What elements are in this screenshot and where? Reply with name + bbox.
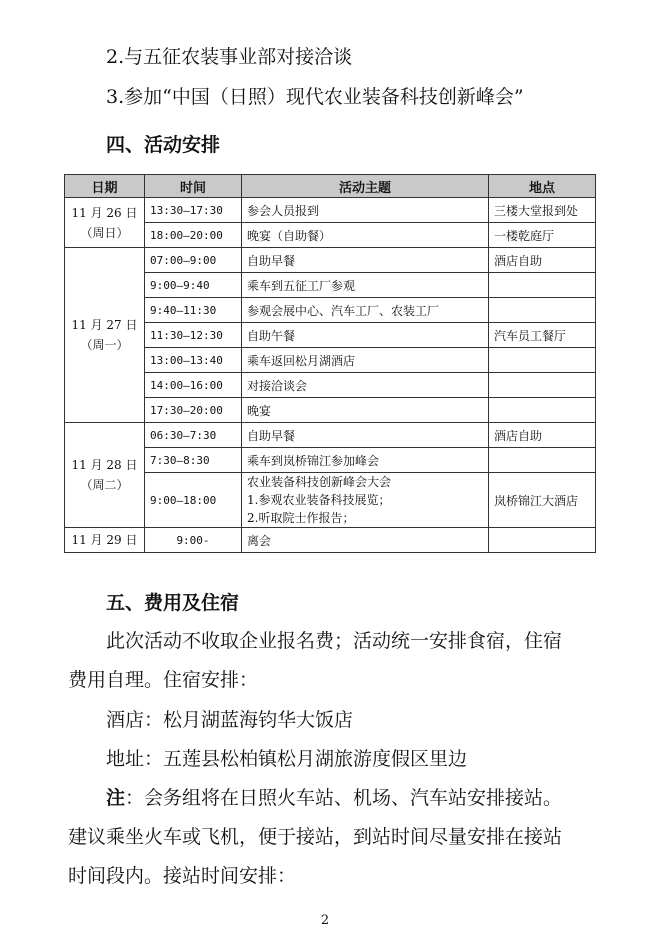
header-time: 时间 xyxy=(145,175,242,198)
topic-cell: 乘车到五征工厂参观 xyxy=(242,273,489,298)
table-row xyxy=(65,373,596,398)
location-cell: 酒店自助 xyxy=(489,423,596,448)
paragraph-line: 建议乘坐火车或飞机，便于接站，到站时间尽量安排在接站 xyxy=(68,826,563,848)
topic-cell: 乘车返回松月湖酒店 xyxy=(242,348,489,373)
date-label: 11 月 29 日 xyxy=(71,533,138,547)
topic-cell: 自助早餐 xyxy=(242,423,489,448)
time-cell: 17:30—20:00 xyxy=(145,398,242,423)
time-cell: 9:00- xyxy=(145,528,242,553)
topic-cell: 离会 xyxy=(242,528,489,553)
topic-cell: 参会人员报到 xyxy=(242,198,489,223)
paragraph-line: 此次活动不收取企业报名费；活动统一安排食宿，住宿 xyxy=(106,630,563,652)
date-cell-day3 xyxy=(65,423,145,528)
location-cell: 岚桥锦江大酒店 xyxy=(489,473,596,528)
topic-line: 农业装备科技创新峰会大会 xyxy=(247,475,392,489)
date-cell-day1 xyxy=(65,198,145,248)
header-location: 地点 xyxy=(489,175,596,198)
weekday-label: （周二） xyxy=(80,478,129,492)
location-cell xyxy=(489,398,596,423)
topic-cell: 晚宴（自助餐） xyxy=(242,223,489,248)
location-cell: 三楼大堂报到处 xyxy=(489,198,596,223)
paragraph-line: 时间段内。接站时间安排： xyxy=(68,865,297,887)
header-topic: 活动主题 xyxy=(242,175,489,198)
table-row xyxy=(65,398,596,423)
date-label: 11 月 28 日 xyxy=(71,458,138,472)
table-row xyxy=(65,323,596,348)
table-row xyxy=(65,528,596,553)
date-cell-day4 xyxy=(65,528,145,553)
location-cell xyxy=(489,348,596,373)
list-item-3: 3.参加“中国（日照）现代农业装备科技创新峰会” xyxy=(106,86,524,108)
section-5-heading: 五、费用及住宿 xyxy=(106,592,240,614)
schedule-table xyxy=(64,174,596,553)
time-cell: 13:00—13:40 xyxy=(145,348,242,373)
table-row xyxy=(65,273,596,298)
location-cell xyxy=(489,373,596,398)
hotel-line: 酒店：松月湖蓝海钧华大饭店 xyxy=(106,709,354,731)
paragraph-line: 费用自理。住宿安排： xyxy=(68,669,259,691)
table-row xyxy=(65,223,596,248)
topic-line: 1.参观农业装备科技展览； xyxy=(247,493,391,507)
note-line xyxy=(106,783,562,810)
time-cell: 13:30—17:30 xyxy=(145,198,242,223)
weekday-label: （周一） xyxy=(80,338,129,352)
topic-cell: 自助早餐 xyxy=(242,248,489,273)
topic-cell: 乘车到岚桥锦江参加峰会 xyxy=(242,448,489,473)
topic-cell: 参观会展中心、汽车工厂、农装工厂 xyxy=(242,298,489,323)
location-cell xyxy=(489,273,596,298)
header-date: 日期 xyxy=(65,175,145,198)
time-cell: 14:00—16:00 xyxy=(145,373,242,398)
location-cell: 汽车员工餐厅 xyxy=(489,323,596,348)
table-header-row xyxy=(65,175,596,198)
table-row xyxy=(65,423,596,448)
address-line: 地址：五莲县松柏镇松月湖旅游度假区里边 xyxy=(106,748,468,770)
time-cell: 7:30—8:30 xyxy=(145,448,242,473)
table-row xyxy=(65,298,596,323)
weekday-label: （周日） xyxy=(80,225,129,240)
location-cell: 酒店自助 xyxy=(489,248,596,273)
location-cell xyxy=(489,528,596,553)
table-row xyxy=(65,348,596,373)
note-label: 注 xyxy=(106,787,126,809)
time-cell: 9:00—18:00 xyxy=(145,473,242,528)
topic-cell: 晚宴 xyxy=(242,398,489,423)
location-cell xyxy=(489,448,596,473)
time-cell: 18:00—20:00 xyxy=(145,223,242,248)
note-text: ：会务组将在日照火车站、机场、汽车站安排接站。 xyxy=(125,787,563,809)
date-cell-day2 xyxy=(65,248,145,423)
topic-line: 2.听取院士作报告； xyxy=(247,511,355,525)
topic-cell: 对接洽谈会 xyxy=(242,373,489,398)
list-item-2: 2.与五征农装事业部对接洽谈 xyxy=(106,46,353,68)
time-cell: 06:30—7:30 xyxy=(145,423,242,448)
table-row xyxy=(65,473,596,528)
location-cell xyxy=(489,298,596,323)
time-cell: 07:00—9:00 xyxy=(145,248,242,273)
location-cell: 一楼乾庭厅 xyxy=(489,223,596,248)
date-label: 11 月 26 日 xyxy=(71,205,138,220)
table-row xyxy=(65,198,596,223)
date-label: 11 月 27 日 xyxy=(71,318,138,332)
topic-cell-multiline xyxy=(242,473,489,528)
time-cell: 9:00—9:40 xyxy=(145,273,242,298)
time-cell: 11:30—12:30 xyxy=(145,323,242,348)
table-row xyxy=(65,248,596,273)
time-cell: 9:40—11:30 xyxy=(145,298,242,323)
section-4-heading: 四、活动安排 xyxy=(106,134,221,156)
page-number: 2 xyxy=(320,913,330,928)
topic-cell: 自助午餐 xyxy=(242,323,489,348)
table-row xyxy=(65,448,596,473)
